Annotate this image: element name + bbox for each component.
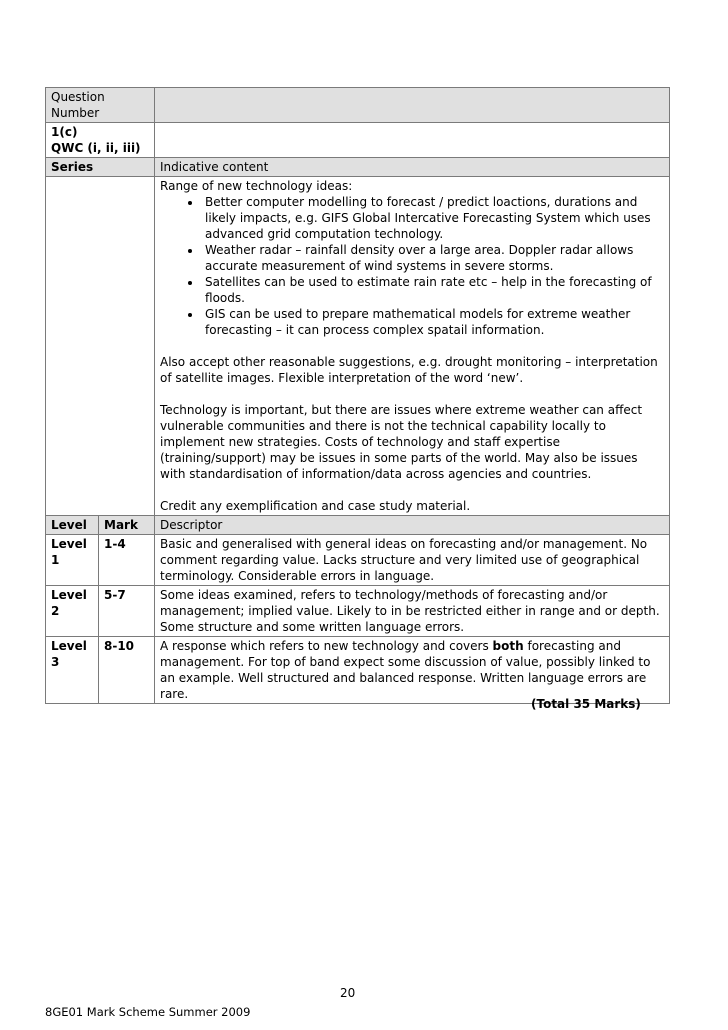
list-item: • GIS can be used to prepare mathematical models for extreme weather forecasting – it can process complex spatail information.: [202, 306, 664, 338]
level-descriptor: Some ideas examined, refers to technology/methods of forecasting and/or management; implied value. Likely to in be restricted either in range and or depth. Some structure and some written language errors.: [155, 586, 670, 637]
question-id-blank: [155, 123, 670, 158]
levels-header-row: [46, 516, 670, 535]
list-item: • Satellites can be used to estimate rain rate etc – help in the forecasting of floods.: [202, 274, 664, 306]
series-label: Series: [46, 158, 155, 177]
indicative-content-label: Indicative content: [155, 158, 670, 177]
total-marks: (Total 35 Marks): [531, 697, 641, 711]
mark-column-header: Mark: [99, 516, 155, 535]
page-footer: 8GE01 Mark Scheme Summer 2009: [45, 1005, 251, 1019]
descriptor-text: forecasting and management. For top of band expect some discussion of value, possibly linked to an example. Well structured and balanced response. Written language errors are rare.: [160, 639, 651, 701]
descriptor-column-header: Descriptor: [155, 516, 670, 535]
table-row: [46, 535, 670, 586]
level-name: Level 2: [46, 586, 99, 637]
level-mark: 1-4: [99, 535, 155, 586]
question-header-blank: [155, 88, 670, 123]
indicative-paragraph: Credit any exemplification and case study material.: [160, 499, 471, 513]
table-row: [46, 586, 670, 637]
question-number: 1(c): [51, 125, 78, 139]
qwc-label: QWC (i, ii, iii): [51, 141, 141, 155]
question-id-row: [46, 123, 670, 158]
list-item: • Better computer modelling to forecast / predict loactions, durations and likely impacts, e.g. GIFS Global Intercative Forecasting System which uses advanced grid computation technology.: [202, 194, 664, 242]
level-mark: 5-7: [99, 586, 155, 637]
indicative-paragraph: Technology is important, but there are issues where extreme weather can affect vulnerable communities and there is not the technical capability locally to implement new strategies. Costs of technology and staff expertise (training/support) may be issues in some parts of the world. May also be issues with standardisation of information/data across agencies and countries.: [160, 403, 643, 481]
level-name: Level 1: [46, 535, 99, 586]
question-id-cell: [46, 123, 155, 158]
descriptor-emphasis: both: [492, 639, 524, 653]
level-mark: 8-10: [99, 637, 155, 704]
level-descriptor: [155, 637, 670, 704]
indicative-intro: Range of new technology ideas:: [160, 179, 353, 193]
technology-ideas-list: [160, 194, 664, 338]
indicative-content-row: [46, 177, 670, 516]
question-header-row: [46, 88, 670, 123]
page-number: 20: [340, 986, 356, 1000]
question-number-label: Question Number: [46, 88, 155, 123]
series-blank: [46, 177, 155, 516]
level-descriptor: Basic and generalised with general ideas on forecasting and/or management. No comment regarding value. Lacks structure and very limited use of geographical terminology. Considerable errors in language.: [155, 535, 670, 586]
list-item: • Weather radar – rainfall density over a large area. Doppler radar allows accurate measurement of wind systems in severe storms.: [202, 242, 664, 274]
table-row: [46, 637, 670, 704]
indicative-paragraph: Also accept other reasonable suggestions, e.g. drought monitoring – interpretation of satellite images. Flexible interpretation of the word ‘new’.: [160, 355, 658, 385]
level-name: Level 3: [46, 637, 99, 704]
mark-scheme-table: [45, 87, 670, 704]
indicative-content-cell: [155, 177, 670, 516]
level-column-header: Level: [46, 516, 99, 535]
descriptor-text: A response which refers to new technology and covers: [160, 639, 493, 653]
content-header-row: [46, 158, 670, 177]
